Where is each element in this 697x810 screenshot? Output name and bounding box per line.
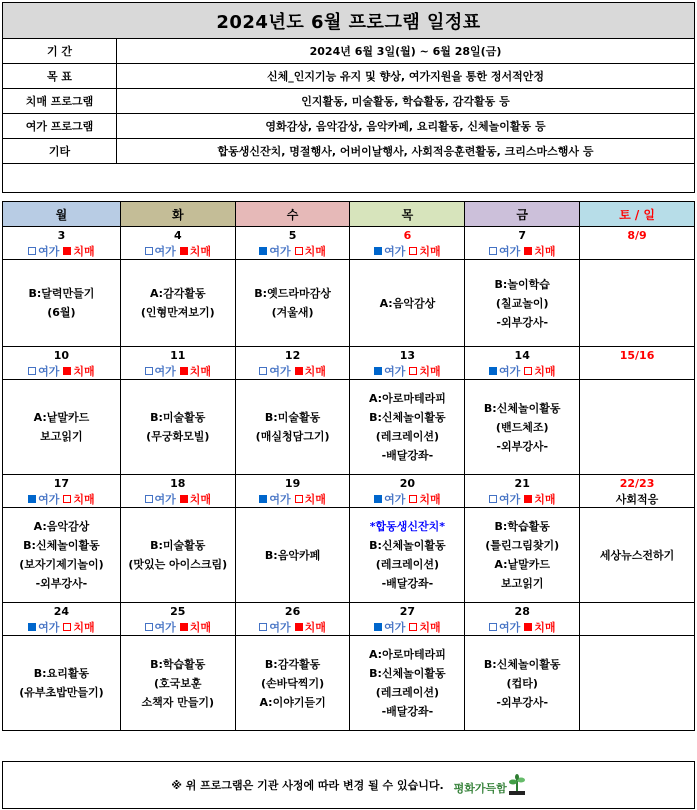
date-number: 27	[350, 603, 465, 620]
info-row	[3, 64, 695, 89]
tag-cell	[465, 491, 580, 508]
activity-line: (호국보훈	[154, 676, 202, 690]
activity-cell	[350, 260, 465, 347]
info-label: 기 간	[3, 39, 117, 64]
weekend-date	[580, 603, 695, 620]
leisure-checked-icon	[259, 495, 267, 503]
leisure-unchecked-icon	[145, 367, 153, 375]
dementia-label: 치매	[73, 245, 95, 258]
activity-line: (틀린그림찾기)	[485, 539, 560, 552]
activity-line: (유부초밥만들기)	[19, 686, 104, 699]
tag-cell	[350, 491, 465, 508]
leisure-unchecked-icon	[489, 247, 497, 255]
dementia-unchecked-icon	[295, 495, 303, 503]
activity-line: 보고읽기	[40, 430, 83, 443]
date-row	[3, 227, 695, 244]
activity-cell	[3, 636, 121, 731]
program-tags	[145, 243, 212, 259]
tag-cell	[3, 491, 121, 508]
program-tags	[259, 243, 326, 259]
dementia-unchecked-icon	[409, 495, 417, 503]
weekday-header: 토 / 일	[580, 202, 695, 227]
leisure-label: 여가	[384, 245, 406, 258]
blank-cell	[3, 164, 695, 193]
leisure-checked-icon	[489, 367, 497, 375]
leisure-checked-icon	[259, 247, 267, 255]
program-tags	[489, 243, 556, 259]
dementia-label: 치매	[534, 365, 556, 378]
info-value: 신체_인지기능 유지 및 향상, 여가지원을 통한 정서적안정	[117, 64, 695, 89]
tag-cell	[3, 243, 121, 260]
leisure-checked-icon	[374, 247, 382, 255]
tag-cell	[350, 243, 465, 260]
activity-line: (인형만져보기)	[140, 306, 215, 319]
date-number: 5	[235, 227, 350, 244]
date-number: 21	[465, 475, 580, 492]
activity-cell	[3, 380, 121, 475]
activity-line: 보고읽기	[500, 577, 544, 590]
activity-row	[3, 260, 695, 347]
activity-line: B:신체놀이활동	[369, 411, 446, 424]
info-value: 영화감상, 음악감상, 음악카페, 요리활동, 신체놀이활동 등	[117, 114, 695, 139]
leisure-checked-icon	[374, 495, 382, 503]
date-number: 3	[3, 227, 121, 244]
activity-line: B:신체놀이활동	[483, 657, 561, 671]
page-title: 2024년도 6월 프로그램 일정표	[2, 2, 695, 39]
program-tags	[28, 491, 95, 507]
tag-row	[3, 243, 695, 260]
dementia-checked-icon	[180, 367, 188, 375]
activity-line: (컵타)	[506, 676, 538, 690]
activity-cell	[235, 508, 350, 603]
date-number: 17	[3, 475, 121, 492]
dementia-checked-icon	[295, 367, 303, 375]
info-row	[3, 139, 695, 164]
activity-line: B:신체놀이활동	[23, 539, 100, 552]
dementia-label: 치매	[419, 493, 441, 506]
activity-line: (레크레이션)	[375, 430, 439, 443]
dementia-label: 치매	[189, 621, 212, 634]
tag-cell	[465, 243, 580, 260]
activity-line: A:아로마테라피	[368, 392, 446, 405]
activity-line: B:학습활동	[494, 520, 550, 533]
tag-cell	[465, 619, 580, 636]
dementia-label: 치매	[419, 365, 441, 378]
program-tags	[489, 619, 556, 635]
dementia-label: 치매	[534, 493, 556, 506]
program-tags	[145, 619, 212, 635]
activity-line: B:신체놀이활동	[369, 539, 446, 552]
tag-cell	[235, 619, 350, 636]
dementia-label: 치매	[304, 365, 326, 378]
leisure-unchecked-icon	[145, 623, 153, 631]
leisure-label: 여가	[154, 245, 176, 258]
activity-line: -외부강사-	[35, 577, 88, 590]
info-label: 기타	[3, 139, 117, 164]
tag-cell	[3, 619, 121, 636]
leisure-label: 여가	[154, 493, 176, 506]
info-label: 치매 프로그램	[3, 89, 117, 114]
dementia-unchecked-icon	[524, 367, 532, 375]
dementia-label: 치매	[419, 245, 441, 258]
activity-row	[3, 636, 695, 731]
activity-line: A:감각활동	[149, 287, 206, 300]
leisure-unchecked-icon	[259, 367, 267, 375]
leisure-label: 여가	[384, 365, 406, 378]
tag-row	[3, 363, 695, 380]
dementia-unchecked-icon	[63, 495, 71, 503]
leisure-label: 여가	[498, 365, 521, 378]
activity-line: (맛있는 아이스크림)	[128, 558, 228, 571]
activity-line: -외부강사-	[496, 315, 549, 329]
weekday-header: 월	[3, 202, 121, 227]
sprout-logo-icon	[508, 774, 526, 796]
dementia-label: 치매	[73, 493, 95, 506]
weekend-tag-cell	[580, 243, 695, 260]
dementia-label: 치매	[304, 621, 326, 634]
activity-line: B:미술활동	[150, 411, 206, 424]
activity-line: (레크레이션)	[375, 558, 439, 571]
activity-cell	[120, 636, 235, 731]
date-number: 7	[465, 227, 580, 244]
activity-line: (칠교놀이)	[495, 296, 549, 310]
dementia-label: 치매	[189, 365, 212, 378]
weekend-date: 22/23	[580, 475, 695, 492]
leisure-checked-icon	[28, 623, 36, 631]
leisure-unchecked-icon	[489, 623, 497, 631]
activity-line: (보자기제기놀이)	[19, 558, 104, 571]
dementia-label: 치매	[534, 621, 556, 634]
weekday-header: 금	[465, 202, 580, 227]
tag-cell	[465, 363, 580, 380]
special-event: *합동생신잔치*	[369, 520, 446, 533]
dementia-label: 치매	[419, 621, 441, 634]
program-tags	[489, 491, 556, 507]
program-tags	[259, 491, 326, 507]
tag-cell	[120, 491, 235, 508]
dementia-label: 치매	[73, 621, 95, 634]
activity-line: (매실청담그기)	[255, 430, 330, 443]
tag-cell	[350, 363, 465, 380]
info-row	[3, 39, 695, 64]
activity-cell	[235, 260, 350, 347]
info-label: 여가 프로그램	[3, 114, 117, 139]
program-tags	[374, 619, 441, 635]
activity-cell	[465, 508, 580, 603]
activity-cell	[120, 260, 235, 347]
activity-line: (6월)	[47, 306, 76, 319]
activity-cell	[120, 380, 235, 475]
activity-line: -배달강좌-	[381, 705, 434, 718]
info-label: 목 표	[3, 64, 117, 89]
dementia-label: 치매	[304, 245, 326, 258]
weekend-tag-cell	[580, 363, 695, 380]
dementia-label: 치매	[189, 245, 212, 258]
leisure-label: 여가	[269, 621, 291, 634]
activity-line: -외부강사-	[496, 439, 549, 453]
date-number: 26	[235, 603, 350, 620]
activity-cell	[3, 260, 121, 347]
activity-line: -배달강좌-	[381, 577, 434, 590]
blank-row	[3, 164, 695, 193]
weekday-header-row	[3, 202, 695, 227]
footer	[2, 761, 695, 809]
tag-cell	[235, 491, 350, 508]
tag-cell	[235, 243, 350, 260]
date-number: 20	[350, 475, 465, 492]
leisure-label: 여가	[38, 493, 60, 506]
footer-note: ※ 위 프로그램은 기관 사정에 따라 변경 될 수 있습니다.	[171, 779, 444, 792]
dementia-checked-icon	[63, 367, 71, 375]
date-number: 10	[3, 347, 121, 364]
weekday-header: 목	[350, 202, 465, 227]
info-value: 합동생신잔치, 명절행사, 어버이날행사, 사회적응훈련활동, 크리스마스행사 등	[117, 139, 695, 164]
program-tags	[145, 491, 212, 507]
weekend-activity-cell	[580, 636, 695, 731]
leisure-unchecked-icon	[145, 495, 153, 503]
activity-line: A:낱말카드	[33, 411, 90, 424]
activity-cell	[3, 508, 121, 603]
dementia-label: 치매	[534, 245, 556, 258]
activity-cell	[235, 380, 350, 475]
weekend-date: 15/16	[580, 347, 695, 364]
dementia-checked-icon	[180, 623, 188, 631]
date-number: 11	[120, 347, 235, 364]
date-number: 12	[235, 347, 350, 364]
activity-cell	[120, 508, 235, 603]
tag-row	[3, 619, 695, 636]
program-tags	[259, 619, 326, 635]
activity-cell	[465, 380, 580, 475]
date-number: 4	[120, 227, 235, 244]
leisure-unchecked-icon	[489, 495, 497, 503]
dementia-unchecked-icon	[63, 623, 71, 631]
program-tags	[145, 363, 212, 379]
program-tags	[374, 243, 441, 259]
info-value: 2024년 6월 3일(월) ~ 6월 28일(금)	[117, 39, 695, 64]
leisure-label: 여가	[384, 621, 406, 634]
program-tags	[374, 363, 441, 379]
weekday-header: 화	[120, 202, 235, 227]
info-row	[3, 114, 695, 139]
date-row	[3, 603, 695, 620]
info-value: 인지활동, 미술활동, 학습활동, 감각활동 등	[117, 89, 695, 114]
weekend-tag-cell	[580, 491, 695, 508]
leisure-unchecked-icon	[28, 367, 36, 375]
activity-line: B:요리활동	[33, 667, 90, 680]
org-logo	[454, 774, 526, 796]
weekday-header: 수	[235, 202, 350, 227]
activity-line: (겨울새)	[271, 306, 314, 319]
leisure-label: 여가	[38, 245, 60, 258]
weekend-tag: 사회적응	[615, 493, 659, 506]
activity-cell	[465, 636, 580, 731]
leisure-label: 여가	[269, 365, 291, 378]
tag-cell	[120, 619, 235, 636]
leisure-checked-icon	[28, 495, 36, 503]
activity-line: A:낱말카드	[494, 558, 551, 571]
activity-line: 소책자 만들기)	[141, 695, 215, 709]
weekend-activity-cell	[580, 260, 695, 347]
activity-row	[3, 508, 695, 603]
dementia-checked-icon	[180, 247, 188, 255]
dementia-unchecked-icon	[409, 367, 417, 375]
leisure-label: 여가	[384, 493, 406, 506]
activity-line: B:미술활동	[150, 539, 206, 552]
activity-cell	[350, 636, 465, 731]
activity-line: (무궁화모빌)	[146, 430, 210, 443]
activity-line: B:달력만들기	[28, 287, 95, 300]
leisure-label: 여가	[154, 621, 176, 634]
activity-cell	[350, 508, 465, 603]
info-row	[3, 89, 695, 114]
activity-line: B:놀이학습	[494, 277, 550, 291]
dementia-label: 치매	[304, 493, 326, 506]
date-number: 6	[350, 227, 465, 244]
activity-line: (손바닥찍기)	[260, 676, 325, 690]
leisure-label: 여가	[498, 493, 521, 506]
date-number: 18	[120, 475, 235, 492]
dementia-checked-icon	[524, 495, 532, 503]
date-row	[3, 347, 695, 364]
weekend-date: 8/9	[580, 227, 695, 244]
calendar-table	[2, 201, 695, 731]
dementia-label: 치매	[189, 493, 212, 506]
dementia-checked-icon	[63, 247, 71, 255]
activity-cell	[465, 260, 580, 347]
dementia-unchecked-icon	[295, 247, 303, 255]
activity-line: B:신체놀이활동	[483, 401, 561, 415]
date-number: 24	[3, 603, 121, 620]
date-number: 14	[465, 347, 580, 364]
dementia-checked-icon	[524, 623, 532, 631]
program-tags	[489, 363, 556, 379]
weekend-tag-cell	[580, 619, 695, 636]
activity-line: B:옛드라마감상	[254, 287, 331, 300]
activity-line: B:미술활동	[264, 411, 321, 424]
dementia-unchecked-icon	[409, 247, 417, 255]
program-tags	[374, 491, 441, 507]
dementia-unchecked-icon	[409, 623, 417, 631]
date-number: 13	[350, 347, 465, 364]
info-table	[2, 38, 695, 193]
activity-line: B:학습활동	[150, 657, 206, 671]
leisure-label: 여가	[38, 365, 60, 378]
leisure-unchecked-icon	[28, 247, 36, 255]
tag-cell	[235, 363, 350, 380]
activity-line: B:신체놀이활동	[369, 667, 446, 680]
activity-line: 세상뉴스전하기	[599, 548, 675, 562]
activity-line: (레크레이션)	[375, 686, 439, 699]
date-number: 28	[465, 603, 580, 620]
logo-text: 평화가득함	[453, 782, 507, 795]
date-number: 19	[235, 475, 350, 492]
date-row	[3, 475, 695, 492]
weekend-activity-cell	[580, 380, 695, 475]
activity-line: -외부강사-	[496, 695, 549, 709]
dementia-checked-icon	[524, 247, 532, 255]
activity-cell	[350, 380, 465, 475]
dementia-checked-icon	[180, 495, 188, 503]
program-tags	[28, 363, 95, 379]
leisure-checked-icon	[374, 623, 382, 631]
weekend-activity-cell	[580, 508, 695, 603]
leisure-checked-icon	[374, 367, 382, 375]
tag-cell	[120, 243, 235, 260]
dementia-label: 치매	[73, 365, 95, 378]
activity-line: B:감각활동	[264, 657, 321, 671]
activity-line: A:이야기듣기	[259, 695, 326, 709]
activity-line: A:아로마테라피	[368, 648, 446, 661]
tag-row	[3, 491, 695, 508]
activity-line: B:음악카페	[264, 548, 321, 562]
leisure-unchecked-icon	[145, 247, 153, 255]
activity-row	[3, 380, 695, 475]
dementia-checked-icon	[295, 623, 303, 631]
leisure-label: 여가	[154, 365, 176, 378]
leisure-label: 여가	[498, 621, 521, 634]
leisure-label: 여가	[269, 245, 291, 258]
program-tags	[259, 363, 326, 379]
date-number: 25	[120, 603, 235, 620]
leisure-label: 여가	[38, 621, 60, 634]
program-tags	[28, 619, 95, 635]
tag-cell	[120, 363, 235, 380]
tag-cell	[3, 363, 121, 380]
activity-line: -배달강좌-	[381, 449, 434, 462]
leisure-label: 여가	[269, 493, 291, 506]
activity-line: A:음악감상	[33, 520, 90, 533]
activity-cell	[235, 636, 350, 731]
leisure-label: 여가	[498, 245, 521, 258]
program-tags	[28, 243, 95, 259]
leisure-unchecked-icon	[259, 623, 267, 631]
activity-line: (밴드체조)	[495, 420, 549, 434]
activity-line: A:음악감상	[379, 296, 436, 310]
tag-cell	[350, 619, 465, 636]
